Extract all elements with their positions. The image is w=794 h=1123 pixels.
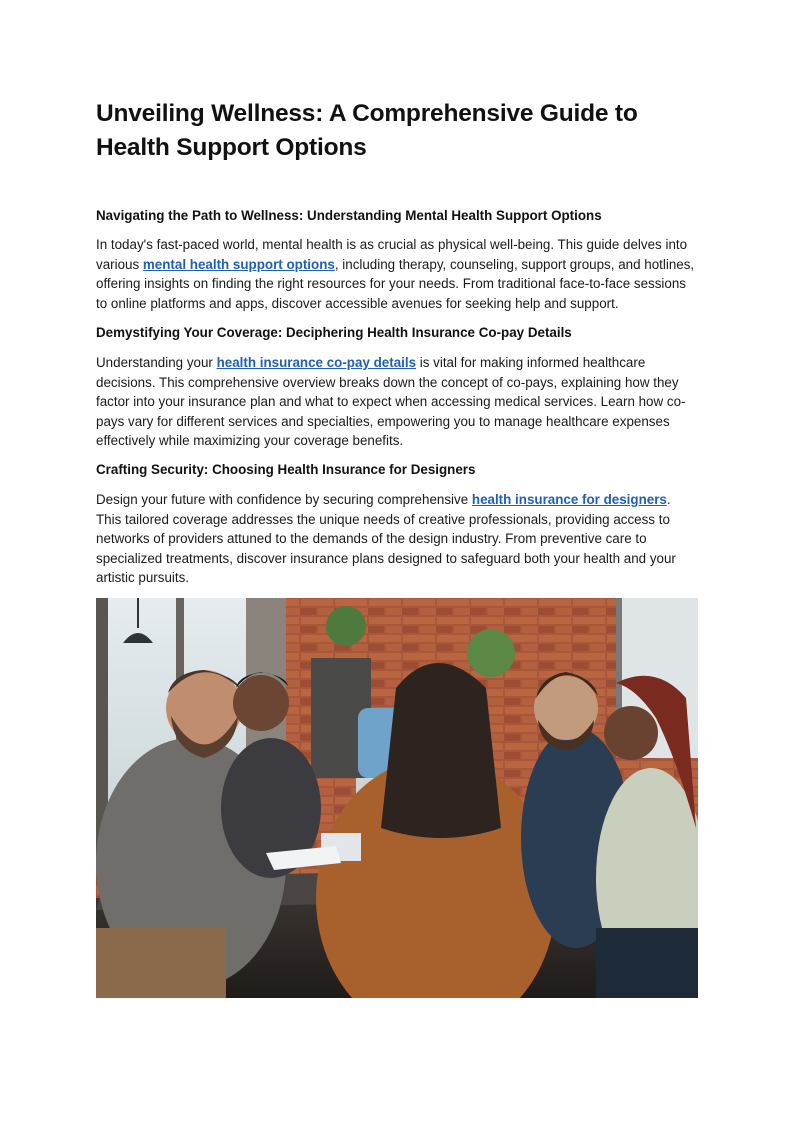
body-text: Design your future with confidence by securing comprehensive [96,492,472,507]
section-body-designers [96,490,698,588]
section-heading-mental-health: Navigating the Path to Wellness: Understanding Mental Health Support Options [96,208,602,223]
link-health-insurance-copay-details[interactable]: health insurance co-pay details [216,355,417,370]
body-text: , including therapy, counseling, support groups, and hotlines, offering insights on finding the right resources for your needs. From traditional face-to-face sessions to online platforms and apps, discover accessible avenues for seeking help and support. [96,256,695,311]
link-mental-health-support-options[interactable]: mental health support options [142,256,335,272]
section-heading-copay: Demystifying Your Coverage: Deciphering Health Insurance Co-pay Details [96,325,572,340]
body-text: . This tailored coverage addresses the unique needs of creative professionals, providing access to networks of providers attuned to the demands of the design industry. From preventive care to specialized treatments, discover insurance plans designed to safeguard both your health and your artistic pursuits. [96,492,676,585]
body-text: In today's fast-paced world, mental health is as crucial as physical well-being. This guide delves into various [96,237,688,272]
body-text: is vital for making informed healthcare decisions. This comprehensive overview breaks down the concept of co-pays, explaining how they factor into your insurance plan and what to expect when accessing medical services. Learn how co-pays vary for different services and specialties, empowering you to manage healthcare expenses effectively while maximizing your coverage benefits. [96,355,686,448]
section-body-mental-health [96,235,698,313]
section-body-copay [96,353,698,451]
group-meeting-photo [96,598,698,998]
body-text: Understanding your [96,355,217,370]
section-heading-designers: Crafting Security: Choosing Health Insurance for Designers [96,462,476,477]
page-title: Unveiling Wellness: A Comprehensive Guide to Health Support Options [96,100,638,161]
link-health-insurance-for-designers[interactable]: health insurance for designers [471,492,667,507]
